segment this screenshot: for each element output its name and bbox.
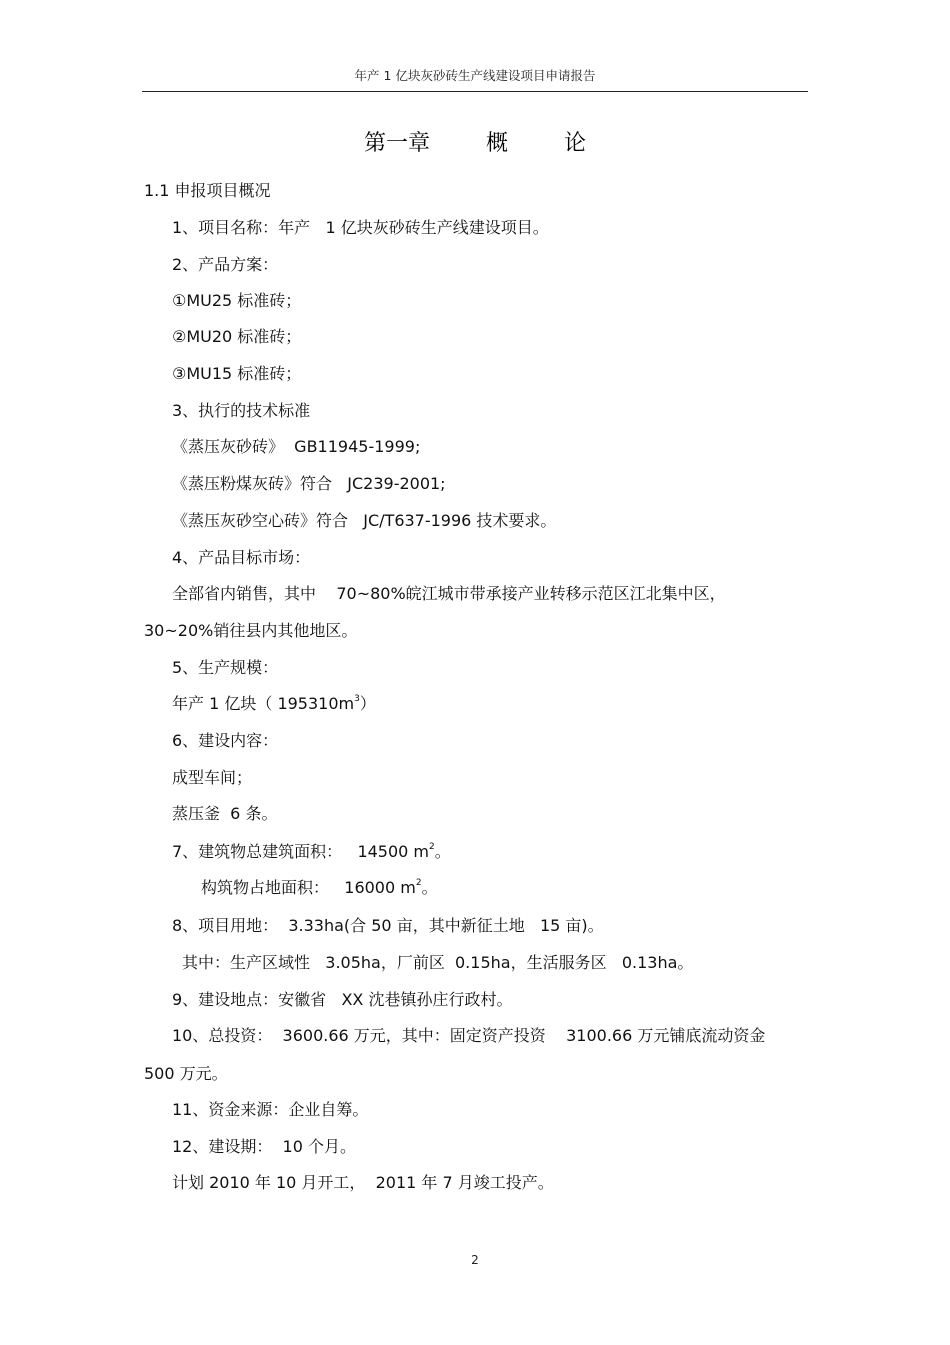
building-area-text: 7、建筑物总建筑面积： 14500 m bbox=[172, 842, 430, 861]
running-header: 年产 1 亿块灰砂砖生产线建设项目申请报告 bbox=[354, 68, 596, 83]
scale-suffix: ） bbox=[359, 694, 376, 713]
scale-text: 年产 1 亿块（ 195310m bbox=[172, 694, 355, 713]
item-total-investment-line1: 10、总投资： 3600.66 万元，其中：固定资产投资 3100.66 万元铺底流动资金 bbox=[172, 1026, 766, 1045]
item-land-use: 8、项目用地： 3.33ha(合 50 亩，其中新征土地 15 亩)。 bbox=[172, 916, 604, 935]
product-mu25: ①MU25 标准砖； bbox=[172, 291, 302, 310]
market-text-line1: 全部省内销售，其中 70~80%皖江城市带承接产业转移示范区江北集中区， bbox=[172, 584, 726, 603]
standard-gb11945: 《蒸压灰砂砖》 GB11945-1999; bbox=[172, 437, 421, 456]
item-target-market: 4、产品目标市场： bbox=[172, 548, 311, 567]
page-number: 2 bbox=[471, 1253, 479, 1267]
building-area-superscript: 2 bbox=[429, 842, 435, 852]
item-construction-period: 12、建设期： 10 个月。 bbox=[172, 1137, 356, 1156]
content-workshop: 成型车间； bbox=[172, 768, 253, 787]
item-production-scale: 5、生产规模： bbox=[172, 658, 279, 677]
structure-area bbox=[201, 878, 438, 898]
item-total-investment-line2: 500 万元。 bbox=[144, 1064, 228, 1083]
standard-jc-t637: 《蒸压灰砂空心砖》符合 JC/T637-1996 技术要求。 bbox=[172, 511, 557, 530]
header-divider bbox=[142, 91, 808, 92]
item-construction-content: 6、建设内容： bbox=[172, 731, 279, 750]
building-area-suffix: 。 bbox=[434, 842, 451, 861]
scale-superscript: 3 bbox=[354, 694, 360, 704]
product-mu15: ③MU15 标准砖； bbox=[172, 364, 302, 383]
chapter-title: 第一章 概 论 bbox=[364, 131, 586, 156]
land-use-breakdown: 其中：生产区域性 3.05ha，厂前区 0.15ha，生活服务区 0.13ha。 bbox=[182, 953, 694, 972]
item-funding-source: 11、资金来源：企业自筹。 bbox=[172, 1100, 369, 1119]
item-location: 9、建设地点：安徽省 XX 沈巷镇孙庄行政村。 bbox=[172, 990, 513, 1009]
schedule-plan: 计划 2010 年 10 月开工， 2011 年 7 月竣工投产。 bbox=[172, 1173, 554, 1192]
structure-area-superscript: 2 bbox=[415, 878, 422, 888]
standard-jc239: 《蒸压粉煤灰砖》符合 JC239-2001; bbox=[172, 474, 446, 493]
structure-area-suffix: 。 bbox=[421, 878, 438, 897]
item-product-plan: 2、产品方案： bbox=[172, 255, 279, 274]
content-autoclave: 蒸压釜 6 条。 bbox=[172, 804, 278, 823]
structure-area-text: 构筑物占地面积： 16000 m bbox=[201, 878, 416, 897]
item-standards: 3、执行的技术标准 bbox=[172, 401, 311, 420]
item-building-area bbox=[172, 842, 451, 862]
item-project-name: 1、项目名称：年产 1 亿块灰砂砖生产线建设项目。 bbox=[172, 218, 549, 237]
section-heading: 1.1 申报项目概况 bbox=[144, 181, 271, 200]
market-text-line2: 30~20%销往县内其他地区。 bbox=[144, 621, 358, 640]
scale-value bbox=[172, 694, 376, 714]
product-mu20: ②MU20 标准砖； bbox=[172, 327, 302, 346]
